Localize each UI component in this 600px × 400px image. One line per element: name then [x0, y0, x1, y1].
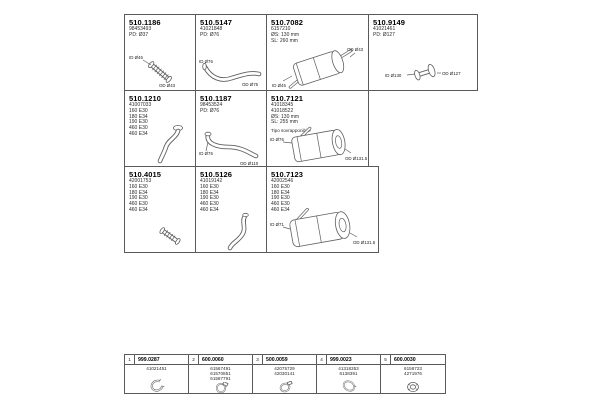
part-cell-510-4015 — [124, 166, 196, 253]
part-number: 510.7121 — [271, 94, 304, 103]
drawing-label-right: OD Ø110 — [240, 161, 259, 166]
drawing-label-left: ID Ø46 — [129, 55, 143, 60]
part-code: PD: Ø76 — [200, 107, 220, 114]
part-code: 41021848 — [200, 26, 223, 32]
accessory-item-4 — [317, 355, 381, 393]
drawing-label-left: ID Ø76 — [199, 59, 213, 64]
accessory-item-2 — [189, 355, 253, 393]
drawing-label-right: OD Ø127 — [442, 71, 461, 76]
part-code: 98453493 — [129, 26, 152, 32]
accessory-code: 6138391 — [339, 371, 358, 377]
pipe-drawing — [198, 127, 264, 167]
part-number: 510.9149 — [373, 18, 406, 27]
downpipe-drawing — [147, 121, 195, 167]
accessory-code: 42030141 — [274, 371, 295, 377]
part-code: 190 E30 — [200, 195, 219, 202]
accessory-part-number: 600.0030 — [394, 356, 416, 363]
gasket-ring-icon — [405, 381, 421, 393]
part-number: 510.1187 — [200, 94, 232, 103]
accessory-index: 3 — [253, 355, 263, 364]
part-code: 460 E30 — [129, 125, 148, 132]
accessory-part-number: 999.0287 — [138, 356, 160, 363]
part-cell-510-1186 — [124, 14, 196, 91]
part-code: 180 E34 — [129, 189, 148, 196]
part-cell-510-7123 — [266, 166, 379, 253]
muffler-drawing — [269, 203, 378, 253]
drawing-label-left: ID Ø76 — [199, 151, 213, 156]
part-cell-510-7121 — [266, 90, 369, 167]
part-code: 460 E34 — [129, 206, 148, 213]
accessory-code: 61567491 — [210, 366, 231, 371]
part-code: 41019142 — [200, 178, 223, 184]
accessory-index: 4 — [317, 355, 327, 364]
drawing-label-right: OD Ø43 — [347, 47, 364, 52]
part-code: 190 E30 — [271, 195, 290, 202]
part-code: 6157210 — [271, 26, 291, 32]
part-code: 190 E30 — [129, 119, 148, 126]
drawing-label-left: ID Ø71 — [270, 222, 284, 227]
flex-pipe-drawing — [127, 51, 193, 89]
band-clamp-icon — [149, 379, 165, 393]
part-code: ØS: 130 mm — [271, 31, 300, 38]
drawing-label-right: OD Ø131.5 — [345, 156, 368, 161]
part-code: 160 E30 — [200, 183, 219, 190]
worm-clamp-icon — [277, 381, 293, 393]
pipe-drawing — [198, 57, 264, 89]
part-code: PD: Ø37 — [129, 31, 149, 38]
open-ring-clamp-icon — [340, 379, 358, 393]
part-cell-510-7082 — [266, 14, 369, 91]
part-code: 460 E30 — [200, 201, 219, 208]
worm-clamp-icon — [213, 382, 229, 393]
part-code: SL: 255 mm — [271, 119, 298, 126]
drawing-label-right: OD Ø75 — [242, 82, 259, 87]
accessory-code: 61587791 — [210, 376, 231, 382]
part-code: 42002546 — [271, 178, 294, 184]
accessory-item-3 — [253, 355, 317, 393]
drawing-label-left: ID Ø45 — [272, 83, 286, 88]
accessory-code: 42075729 — [274, 366, 295, 371]
part-cell-510-9149 — [368, 14, 478, 91]
part-number: 510.5126 — [200, 170, 233, 179]
part-code: 98453524 — [200, 102, 223, 108]
accessory-code: 4271976 — [404, 371, 422, 377]
accessory-code: 61570851 — [210, 371, 231, 377]
drawing-label-right: OD Ø131.5 — [353, 240, 376, 245]
part-code: SL: 260 mm — [271, 37, 298, 44]
part-code: 42001753 — [129, 178, 152, 184]
accessory-part-number: 500.0059 — [266, 356, 288, 363]
part-number: 510.5147 — [200, 18, 233, 27]
part-code: 180 E34 — [200, 189, 219, 196]
part-number: 510.4015 — [129, 170, 162, 179]
accessories-table — [124, 354, 446, 394]
part-number: 510.7123 — [271, 170, 304, 179]
part-code: 41018345 — [271, 102, 294, 108]
part-code: PD: Ø127 — [373, 31, 395, 38]
part-code: 460 E30 — [271, 201, 290, 208]
part-code: 180 E34 — [129, 113, 148, 120]
part-code: 160 E30 — [129, 183, 148, 190]
part-note: Tipo sovrapponibile — [271, 128, 311, 134]
drawing-label-left: ID Ø76 — [270, 137, 284, 142]
part-cell-510-5126 — [195, 166, 267, 253]
part-code: 180 E34 — [271, 189, 290, 196]
accessory-code: 41318353 — [338, 366, 359, 371]
part-cell-510-5147 — [195, 14, 267, 91]
part-code: 190 E30 — [129, 195, 148, 202]
part-cell-510-1210 — [124, 90, 196, 167]
accessory-index: 1 — [125, 355, 135, 364]
part-code: 460 E34 — [200, 206, 219, 213]
part-number: 510.1210 — [129, 94, 162, 103]
accessory-index: 2 — [189, 355, 199, 364]
drawing-label-right: OD Ø43 — [159, 83, 176, 88]
part-code: 460 E30 — [129, 201, 148, 208]
accessory-item-1 — [125, 355, 189, 393]
part-code: 41018522 — [271, 107, 294, 114]
part-code: 160 E30 — [271, 183, 290, 190]
accessory-index: 5 — [381, 355, 391, 364]
part-code: 160 E30 — [129, 107, 148, 114]
drawing-label-left: ID Ø130 — [385, 73, 402, 78]
part-number: 510.7082 — [271, 18, 304, 27]
part-code: 460 E34 — [129, 130, 148, 137]
pipe-drawing — [220, 211, 256, 253]
part-code: 41007033 — [129, 102, 152, 108]
part-cell-510-1187 — [195, 90, 267, 167]
part-number: 510.1186 — [129, 18, 161, 27]
accessory-code: 41021451 — [146, 366, 167, 371]
accessory-part-number: 999.0023 — [330, 356, 352, 363]
accessory-code: 6156723 — [404, 366, 422, 371]
muffler-drawing — [269, 124, 368, 166]
part-code: ØS: 130 mm — [271, 113, 300, 120]
flex-coupling-drawing — [151, 221, 189, 251]
adapter-sleeve-drawing — [371, 49, 477, 89]
part-code: 41021461 — [373, 26, 396, 32]
accessory-part-number: 600.0060 — [202, 356, 224, 363]
accessory-item-5 — [381, 355, 445, 393]
part-code: 460 E34 — [271, 206, 290, 213]
part-code: PD: Ø76 — [200, 31, 220, 38]
